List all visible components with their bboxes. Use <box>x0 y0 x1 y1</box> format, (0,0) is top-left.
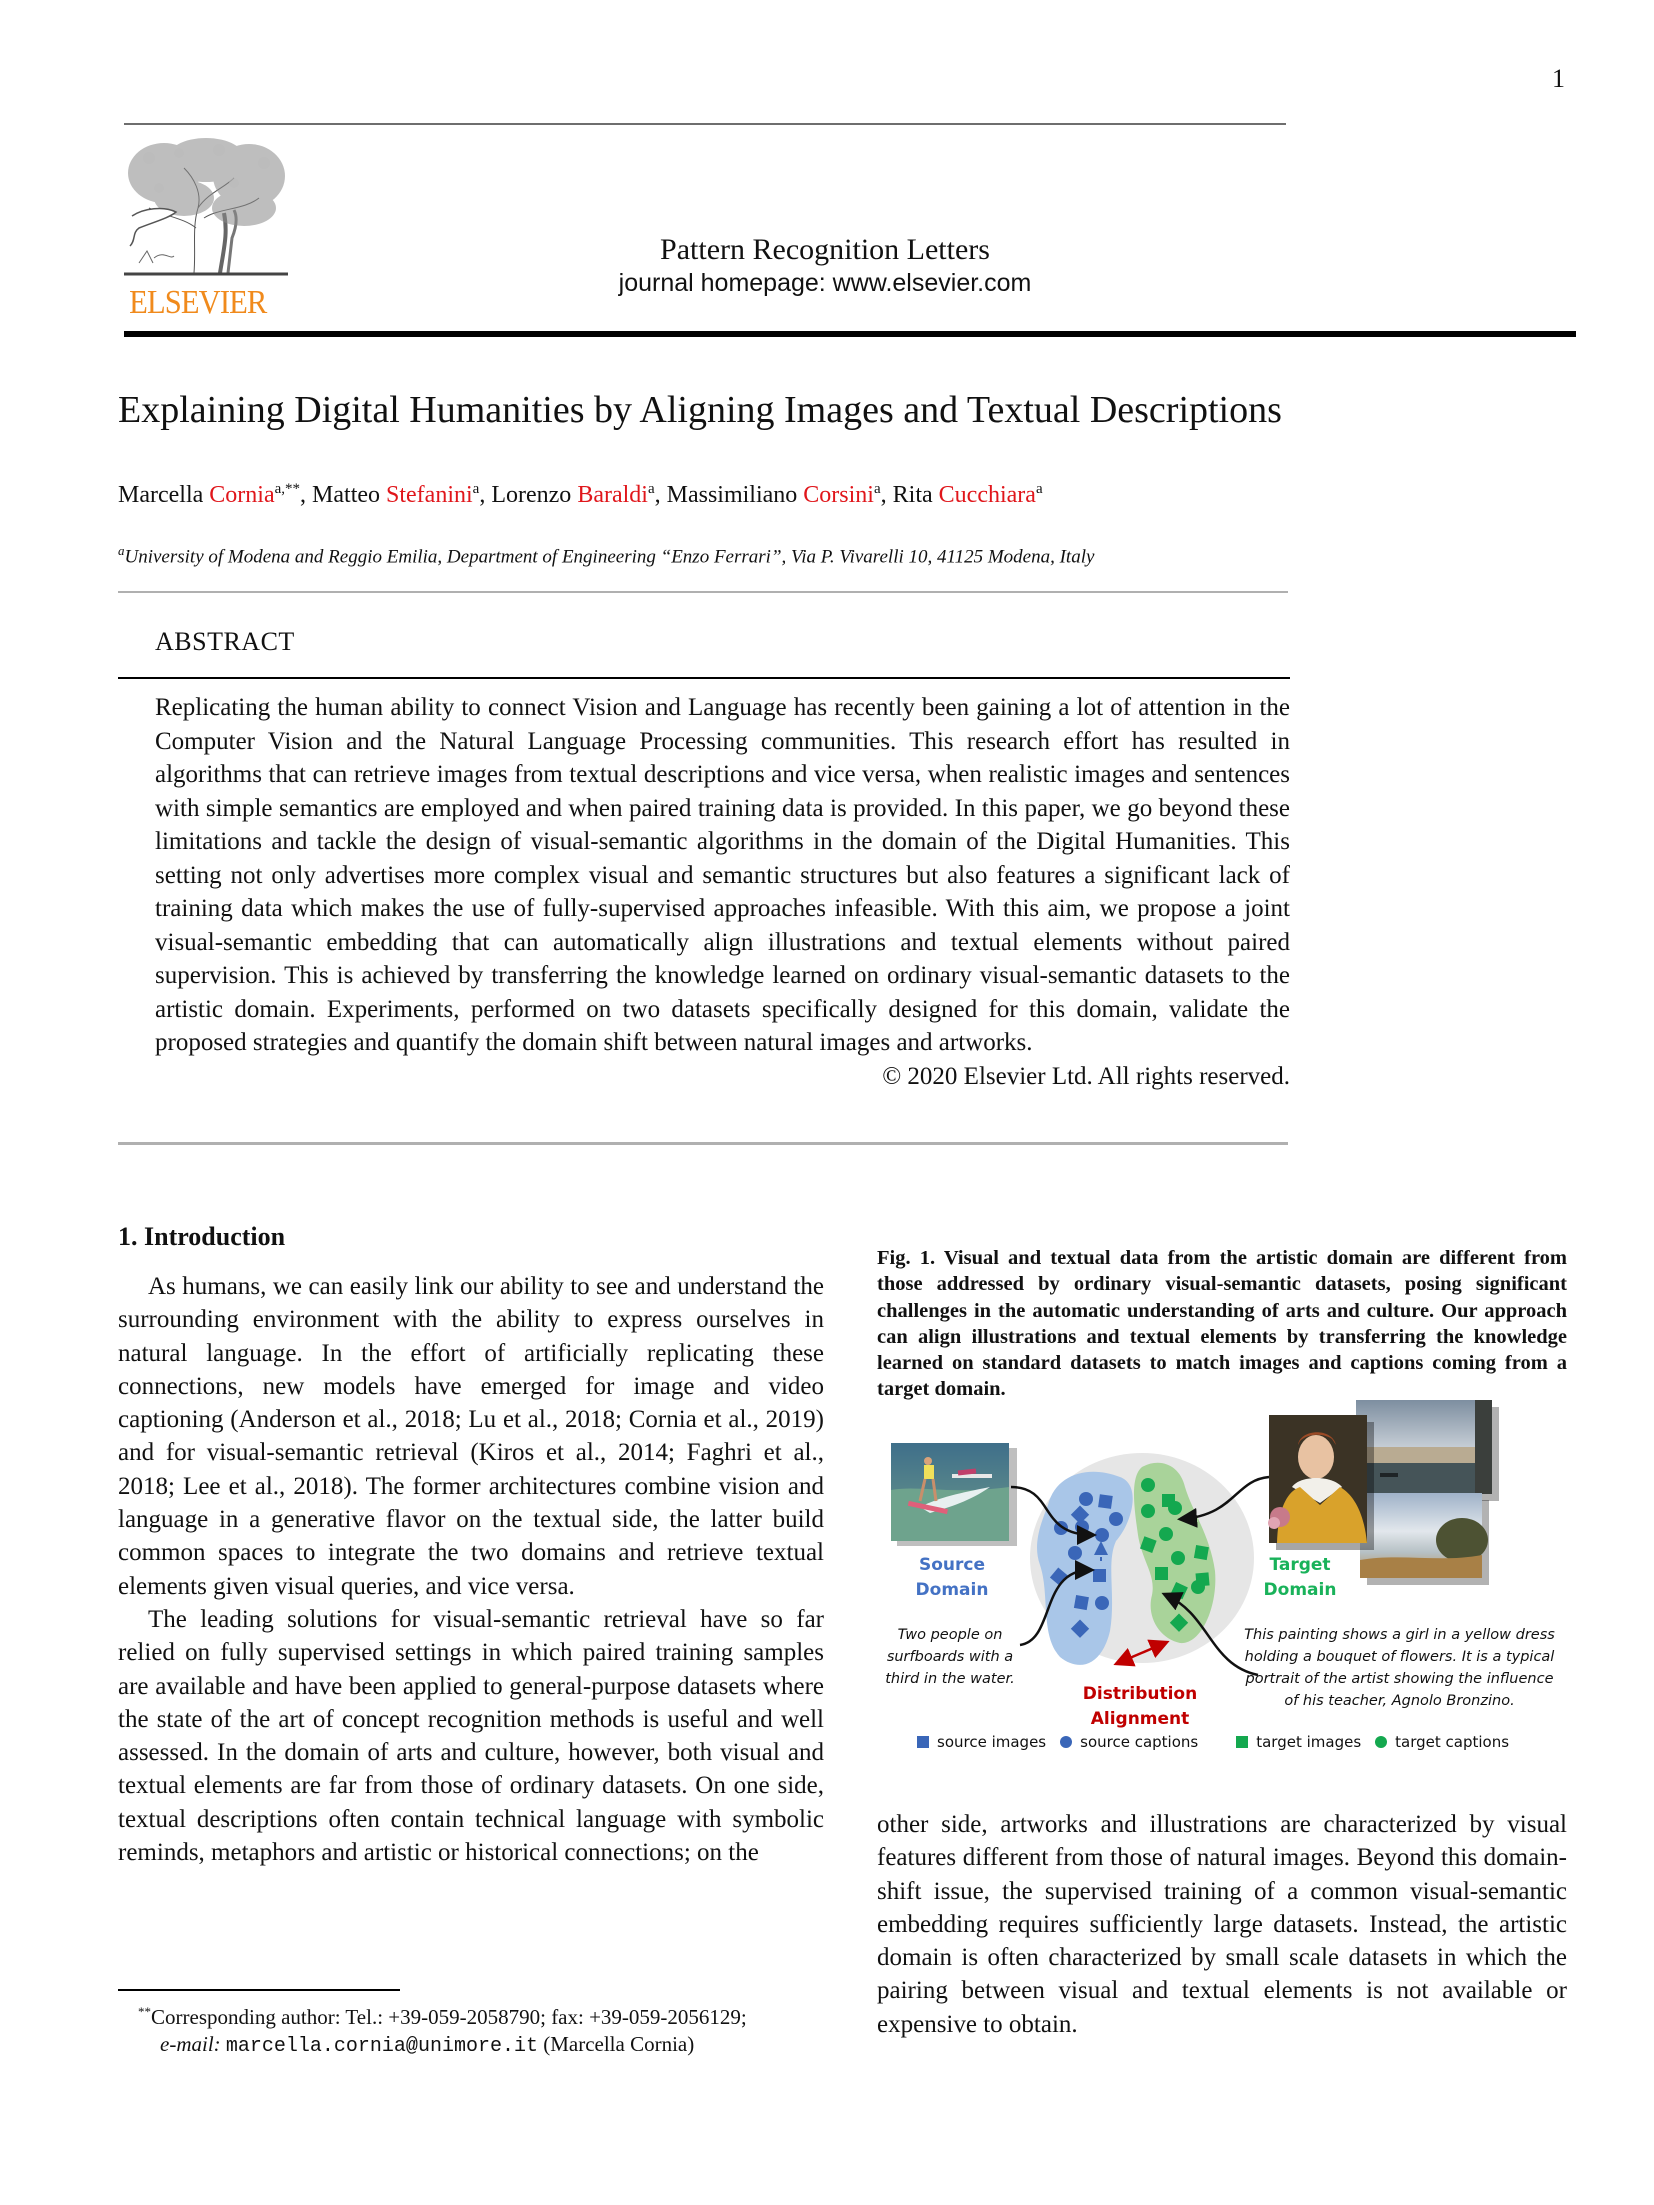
abstract-heading: ABSTRACT <box>155 627 295 656</box>
source-caption-point <box>1068 1546 1082 1560</box>
legend-label: source images <box>937 1733 1047 1751</box>
legend-item <box>1060 1733 1198 1751</box>
author-surname[interactable]: Cucchiara <box>938 482 1036 508</box>
footnote-mark: ** <box>138 2004 151 2019</box>
source-caption-point <box>1095 1596 1109 1610</box>
source-caption-point <box>1095 1528 1109 1542</box>
author <box>312 482 479 508</box>
target-image-point <box>1162 1494 1175 1507</box>
distribution-alignment-label-line: Alignment <box>1090 1709 1190 1729</box>
source-domain-label-line: Domain <box>915 1580 989 1600</box>
page-number: 1 <box>1552 64 1565 93</box>
source-photo-surfers <box>891 1443 1017 1546</box>
email-owner: (Marcella Cornia) <box>543 2032 695 2056</box>
target-painting-city <box>1356 1400 1499 1501</box>
author <box>667 482 881 508</box>
legend-label: source captions <box>1080 1733 1199 1751</box>
footnote-rule <box>118 1989 400 1991</box>
source-image-point <box>1098 1494 1113 1509</box>
target-domain-label-line: Domain <box>1263 1580 1337 1600</box>
author <box>893 482 1043 508</box>
distribution-alignment-label <box>1080 1682 1200 1732</box>
author-surname[interactable]: Corsini <box>803 482 874 508</box>
author-marks: a <box>873 481 881 497</box>
author-surname[interactable]: Stefanini <box>386 482 473 508</box>
journal-homepage-link[interactable]: journal homepage: www.elsevier.com <box>618 269 1032 297</box>
affiliation-mark: a <box>118 543 125 558</box>
target-domain-label <box>1250 1553 1350 1603</box>
abstract-rule <box>118 677 1290 679</box>
legend-item <box>917 1733 1046 1751</box>
author-given-name: Rita <box>892 482 933 508</box>
target-image-point <box>1195 1572 1209 1586</box>
figure-legend <box>917 1733 1523 1751</box>
author <box>118 482 300 508</box>
email-label: e-mail: <box>160 2032 221 2056</box>
paragraph-continuation: other side, artworks and illustrations are characterized by visual features different from those of natural images. Beyond this domain-shift issue, the supervised training of a common visual-semantic embedding requires sufficiently large datasets. Instead, the artistic domain is often characterized by small scale datasets in which the pairing between visual and textual elements is not available or expensive to obtain. <box>877 1811 1567 2038</box>
footnote <box>118 1998 838 2060</box>
journal-header <box>300 232 1350 298</box>
paragraph: The leading solutions for visual-semantic retrieval have so far relied on fully supervised settings in which paired training samples are available and have been applied to general-purpose datasets where the state of the art of concept recognition methods is useful and well assessed. In the domain of arts and culture, however, both visual and textual elements are far from those of ordinary datasets. On one side, textual descriptions often contain technical language with symbolic reminds, metaphors and artistic or historical connections; on the <box>118 1605 824 1867</box>
target-painting-portrait <box>1268 1415 1374 1550</box>
author-marks: a <box>1035 481 1043 497</box>
source-image-point <box>1093 1569 1106 1582</box>
divider <box>118 591 1288 593</box>
affiliation-text: University of Modena and Reggio Emilia, Department of Engineering “Enzo Ferrari”, Via P. Vivarelli 10, 41125 Modena, Italy <box>124 546 1095 568</box>
legend-label: target captions <box>1395 1733 1510 1751</box>
target-image-point <box>1155 1567 1168 1580</box>
target-domain-label-line: Target <box>1269 1555 1331 1575</box>
footnote-line <box>118 2031 838 2060</box>
author-surname[interactable]: Baraldi <box>577 482 648 508</box>
source-domain-label <box>902 1553 1002 1603</box>
affiliation <box>118 543 1094 568</box>
distribution-alignment-label-line: Distribution <box>1082 1684 1198 1704</box>
target-caption-point <box>1171 1551 1185 1565</box>
footnote-contact: Corresponding author: Tel.: +39-059-2058790; fax: +39-059-2056129; <box>151 2005 747 2029</box>
author-list: Marcella Cornia$^{a,**}$, Matteo Stefanini$^a$, Lorenzo Baraldi$^a$, Massimiliano Corsini$^a$, Rita Cucchiara$^a$ <box>118 481 1043 508</box>
elsevier-wordmark: ELSEVIER <box>129 284 267 321</box>
paper-title: Explaining Digital Humanities by Aligning Images and Textual Descriptions <box>118 389 1282 431</box>
email-link[interactable]: marcella.cornia@unimore.it <box>225 2035 538 2058</box>
source-caption-point <box>1109 1512 1123 1526</box>
divider <box>118 1142 1288 1145</box>
target-caption-point <box>1141 1504 1155 1518</box>
square-icon <box>917 1736 929 1748</box>
author-given-name: Lorenzo <box>491 482 572 508</box>
author <box>491 482 654 508</box>
author-marks: a,** <box>274 481 301 497</box>
target-caption-point <box>1159 1527 1173 1541</box>
tree-engraving-icon <box>124 138 288 278</box>
target-caption-point <box>1141 1478 1155 1492</box>
legend-item <box>1375 1733 1509 1751</box>
paragraph: As humans, we can easily link our ability to see and understand the surrounding environment with the ability to express ourselves in natural language. In the effort of artificially replicating these connections, new models have emerged for image and video captioning (Anderson et al., 2018; Lu et al., 2018; Cornia et al., 2019) and for visual-semantic retrieval (Kiros et al., 2014; Faghri et al., 2018; Lee et al., 2018). The former architectures combine vision and language in a generative flavor on the textual side, the latter build common spaces to integrate the two domains and retrieve textual elements given visual queries, and vice versa. <box>118 1273 824 1600</box>
left-column <box>118 1222 824 1869</box>
section-heading-introduction: 1. Introduction <box>118 1222 286 1251</box>
author-given-name: Matteo <box>312 482 381 508</box>
header-thick-rule <box>124 331 1576 337</box>
author-given-name: Massimiliano <box>666 482 798 508</box>
source-caption-point <box>1079 1492 1093 1506</box>
figure-1-diagram <box>880 1395 1570 1785</box>
header-top-rule <box>124 123 1286 125</box>
circle-icon <box>1060 1736 1072 1748</box>
elsevier-logo <box>124 138 288 322</box>
square-icon <box>1236 1736 1248 1748</box>
target-caption-example: This painting shows a girl in a yellow dress holding a bouquet of flowers. It is a typical portrait of the artist showing the influence of his teacher, Agnolo Bronzino. <box>1244 1627 1555 1709</box>
abstract-text: Replicating the human ability to connect Vision and Language has recently been gaining a lot of attention in the Computer Vision and the Natural Language Processing communities. This research effort has resulted in algorithms that can retrieve images from textual descriptions and vice versa, when realistic images and sentences with simple semantics are employed and when paired training data is provided. In this paper, we go beyond these limitations and tackle the design of visual-semantic algorithms in the domain of the Digital Humanities. This setting not only advertises more complex visual and semantic structures but also features a significant lack of training data which makes the use of fully-supervised approaches infeasible. With this aim, we propose a joint visual-semantic embedding that can automatically align illustrations and textual elements without paired supervision. This is achieved by transferring the knowledge learned on ordinary visual-semantic datasets to the artistic domain. Experiments, performed on two datasets specifically designed for this domain, validate the proposed strategies and quantify the domain shift between natural images and artworks. <box>155 694 1290 1056</box>
source-caption-point <box>1075 1520 1089 1534</box>
source-image-point <box>1074 1595 1089 1610</box>
author-marks: a <box>647 481 655 497</box>
author-marks: a <box>472 481 480 497</box>
introduction-body <box>118 1270 824 1869</box>
circle-icon <box>1375 1736 1387 1748</box>
abstract <box>155 691 1290 1093</box>
copyright-notice: © 2020 Elsevier Ltd. All rights reserved. <box>882 1062 1290 1090</box>
target-image-point <box>1194 1545 1209 1560</box>
target-painting-landscape <box>1360 1493 1489 1585</box>
source-domain-label-line: Source <box>918 1555 986 1575</box>
source-caption-example: Two people on surfboards with a third in the water. <box>885 1627 1015 1687</box>
right-column <box>877 1808 1567 2041</box>
footnote-line <box>118 1998 838 2031</box>
author-surname[interactable]: Cornia <box>209 482 275 508</box>
journal-name: Pattern Recognition Letters <box>660 233 990 266</box>
legend-label: target images <box>1256 1733 1362 1751</box>
legend-item <box>1236 1733 1361 1751</box>
figure-caption: Fig. 1. Visual and textual data from the artistic domain are different from those addressed by ordinary visual-semantic datasets, posing significant challenges in the automatic understanding of arts and culture. Our approach can align illustrations and textual elements by transferring the knowledge learned on standard datasets to match images and captions coming from a target domain. <box>877 1247 1567 1401</box>
author-given-name: Marcella <box>118 482 204 508</box>
